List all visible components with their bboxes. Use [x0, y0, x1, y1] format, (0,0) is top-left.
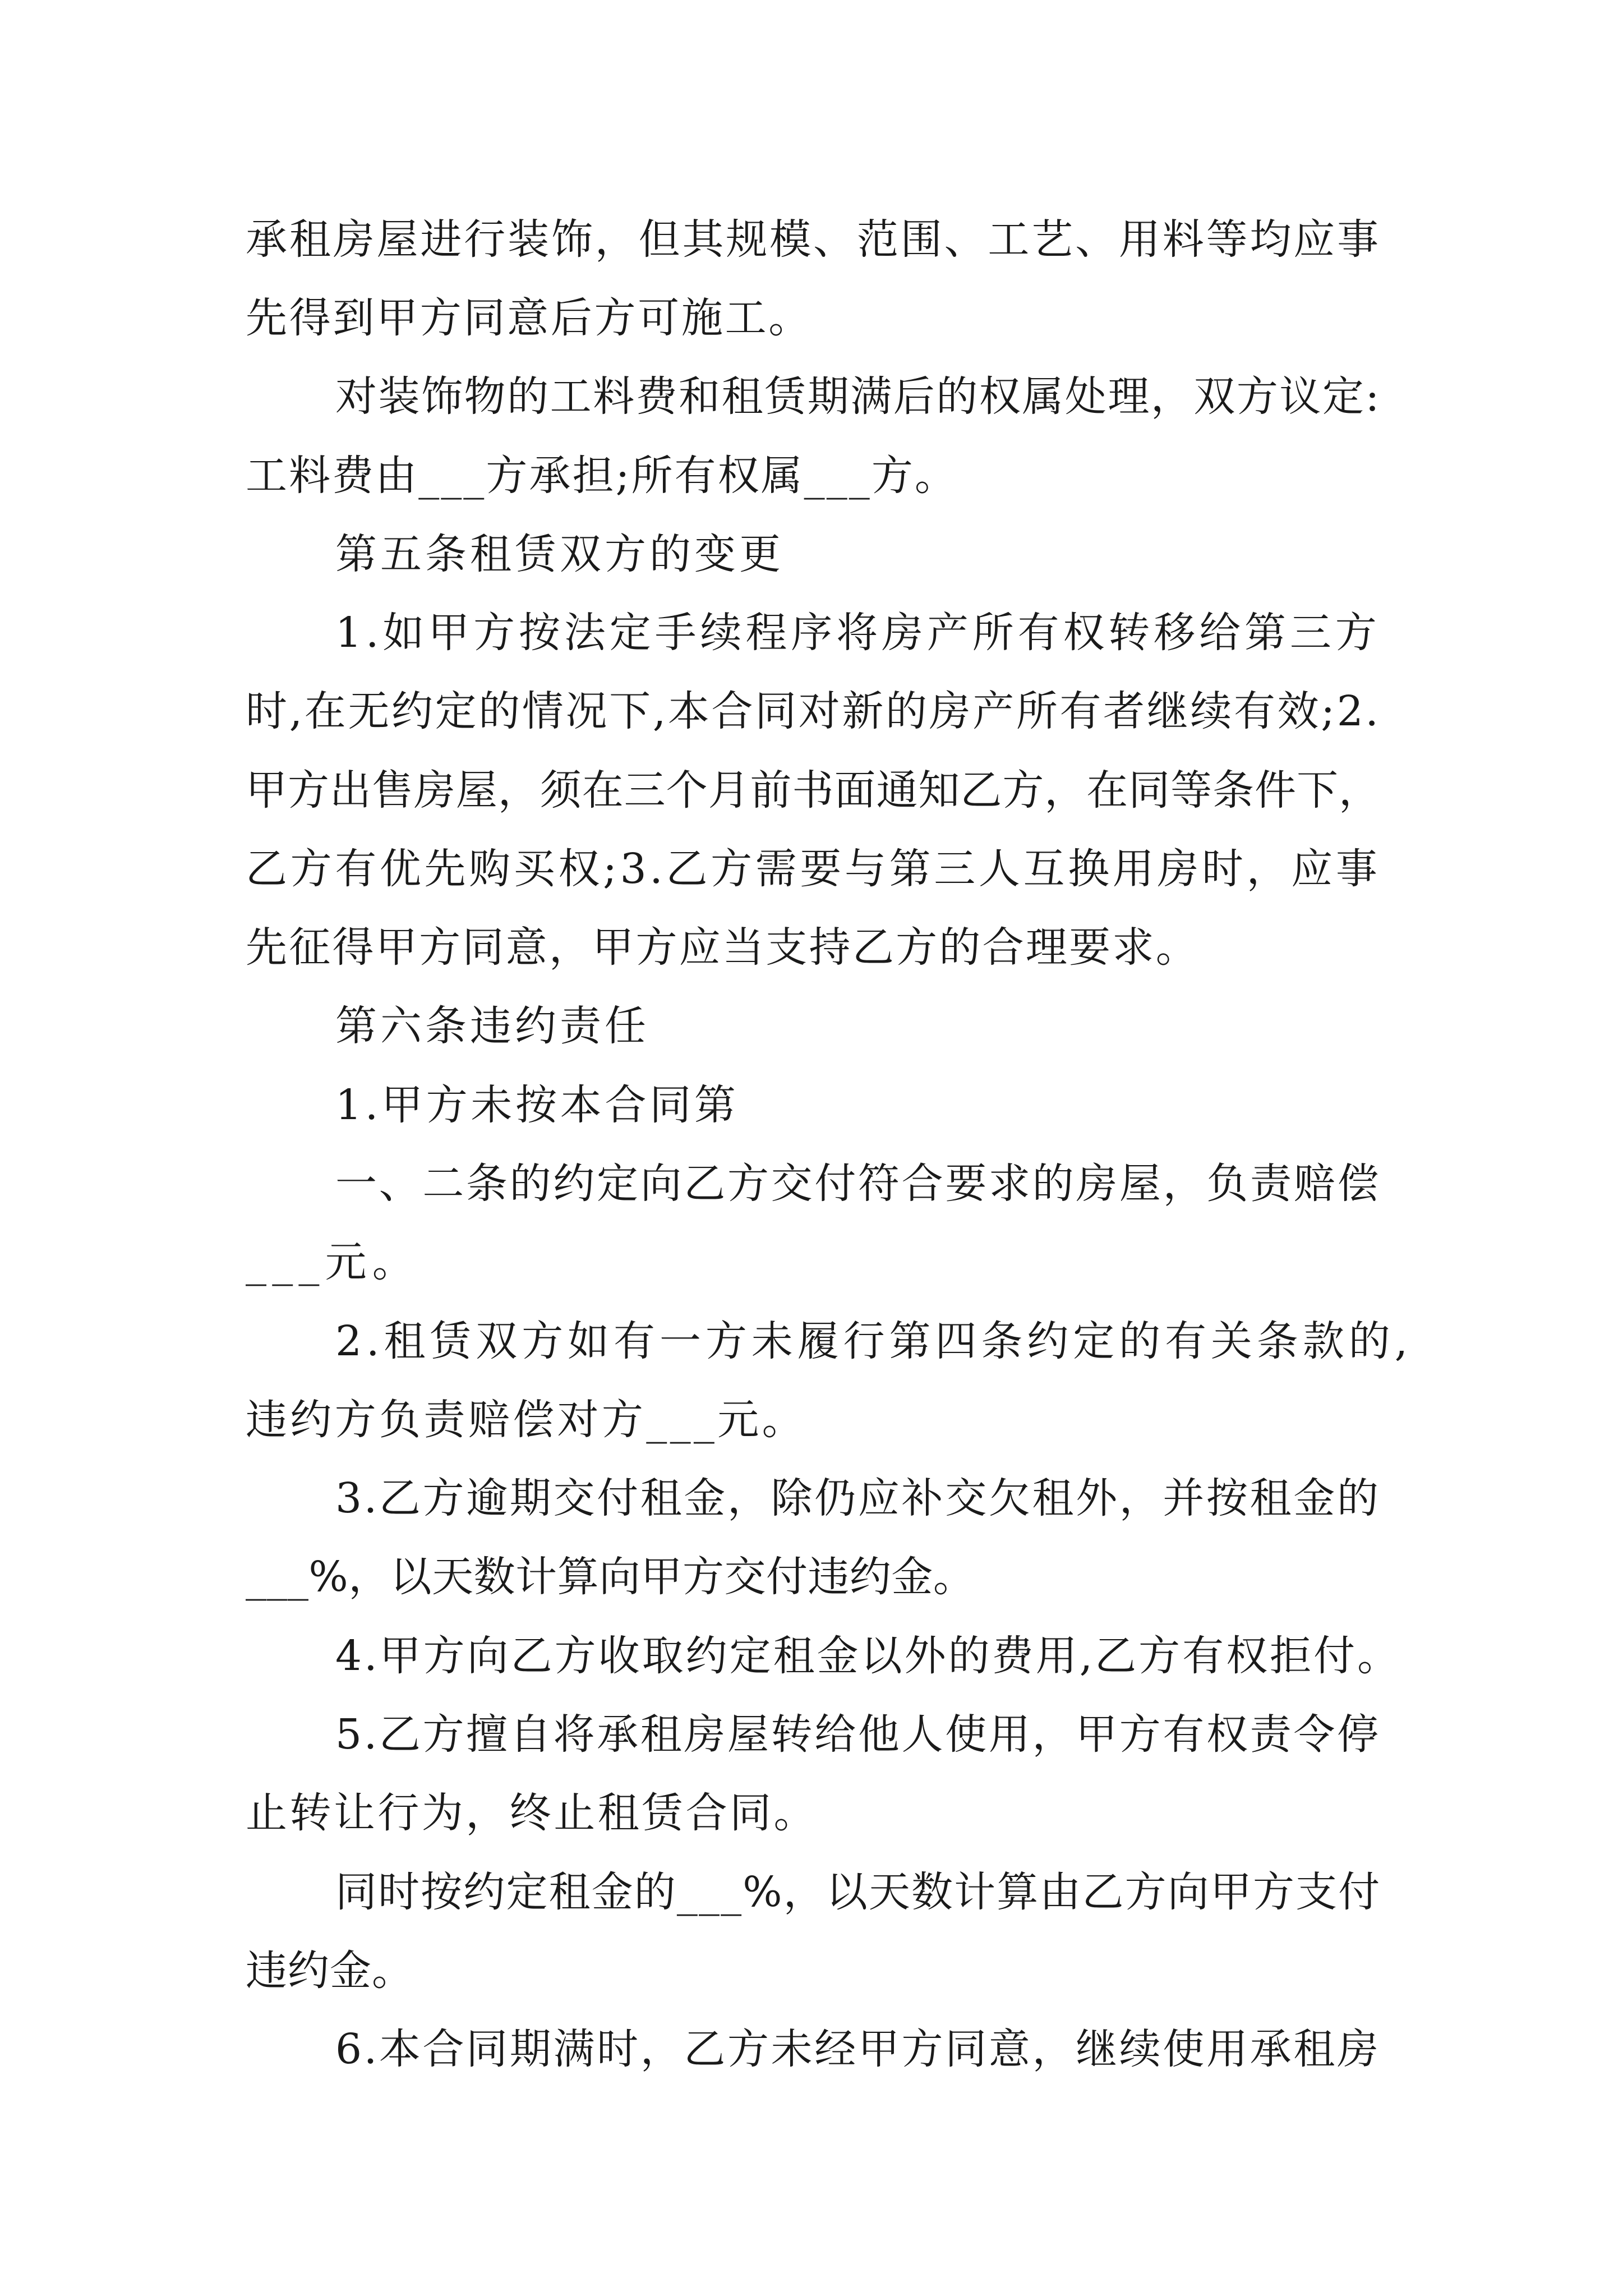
- text-line: [0, 445, 1623, 507]
- line-text: 甲方出售房屋，须在三个月前书面通知乙方，在同等条件下，: [246, 766, 1381, 815]
- line-text: 违约金。: [246, 1947, 414, 1995]
- text-line: [0, 1231, 1623, 1293]
- line-text: 第六条违约责任: [335, 1002, 649, 1050]
- line-text: 违约方负责赔偿对方___元。: [246, 1396, 806, 1444]
- text-line: [0, 523, 1623, 585]
- text-line: [0, 209, 1623, 270]
- text-line: [0, 1782, 1623, 1844]
- line-text: 4.甲方向乙方收取约定租金以外的费用,乙方有权拒付。: [335, 1632, 1401, 1680]
- line-text: 先征得甲方同意，甲方应当支持乙方的合理要求。: [246, 923, 1199, 972]
- text-line: [0, 760, 1623, 821]
- line-text: 工料费由___方承担;所有权属___方。: [246, 452, 958, 500]
- text-line: [0, 917, 1623, 978]
- text-line: [0, 1940, 1623, 2001]
- text-line: [0, 1074, 1623, 1136]
- text-line: [0, 1153, 1623, 1214]
- text-line: [0, 2018, 1623, 2080]
- text-line: [0, 1310, 1623, 1372]
- line-text: ___元。: [246, 1238, 419, 1286]
- line-text: 一、二条的约定向乙方交付符合要求的房屋，负责赔偿: [335, 1159, 1381, 1208]
- line-text: 第五条租赁双方的变更: [335, 530, 784, 578]
- line-text: 止转让行为，终止租赁合同。: [246, 1789, 818, 1837]
- line-text: 对装饰物的工料费和租赁期满后的权属处理，双方议定:: [335, 372, 1381, 421]
- text-line: [0, 1467, 1623, 1529]
- line-text: 承租房屋进行装饰，但其规模、范围、工艺、用料等均应事: [246, 215, 1381, 264]
- text-line: [0, 287, 1623, 349]
- line-text: 6.本合同期满时，乙方未经甲方同意，继续使用承租房: [335, 2025, 1381, 2073]
- text-line: [0, 602, 1623, 664]
- text-line: [0, 838, 1623, 900]
- line-text: 同时按约定租金的___%，以天数计算由乙方向甲方支付: [335, 1868, 1381, 1916]
- text-line: [0, 1704, 1623, 1765]
- line-text: 先得到甲方同意后方可施工。: [246, 294, 812, 342]
- line-text: 时,在无约定的情况下,本合同对新的房产所有者继续有效;2.: [246, 687, 1381, 735]
- line-text: 3.乙方逾期交付租金，除仍应补交欠租外，并按租金的: [335, 1474, 1381, 1522]
- text-line: [0, 680, 1623, 742]
- line-text: 乙方有优先购买权;3.乙方需要与第三人互换用房时，应事: [246, 845, 1381, 893]
- text-line: [0, 1546, 1623, 1608]
- line-text: 1.甲方未按本合同第: [335, 1081, 739, 1129]
- line-text: 5.乙方擅自将承租房屋转给他人使用，甲方有权责令停: [335, 1710, 1381, 1759]
- text-line: [0, 1389, 1623, 1451]
- line-text: 2.租赁双方如有一方未履行第四条约定的有关条款的,: [335, 1317, 1412, 1365]
- text-line: [0, 366, 1623, 427]
- line-text: 1.如甲方按法定手续程序将房产所有权转移给第三方: [335, 609, 1381, 657]
- line-text: ___%，以天数计算向甲方交付违约金。: [246, 1553, 975, 1601]
- text-line: [0, 995, 1623, 1057]
- text-line: [0, 1625, 1623, 1687]
- text-line: [0, 1861, 1623, 1923]
